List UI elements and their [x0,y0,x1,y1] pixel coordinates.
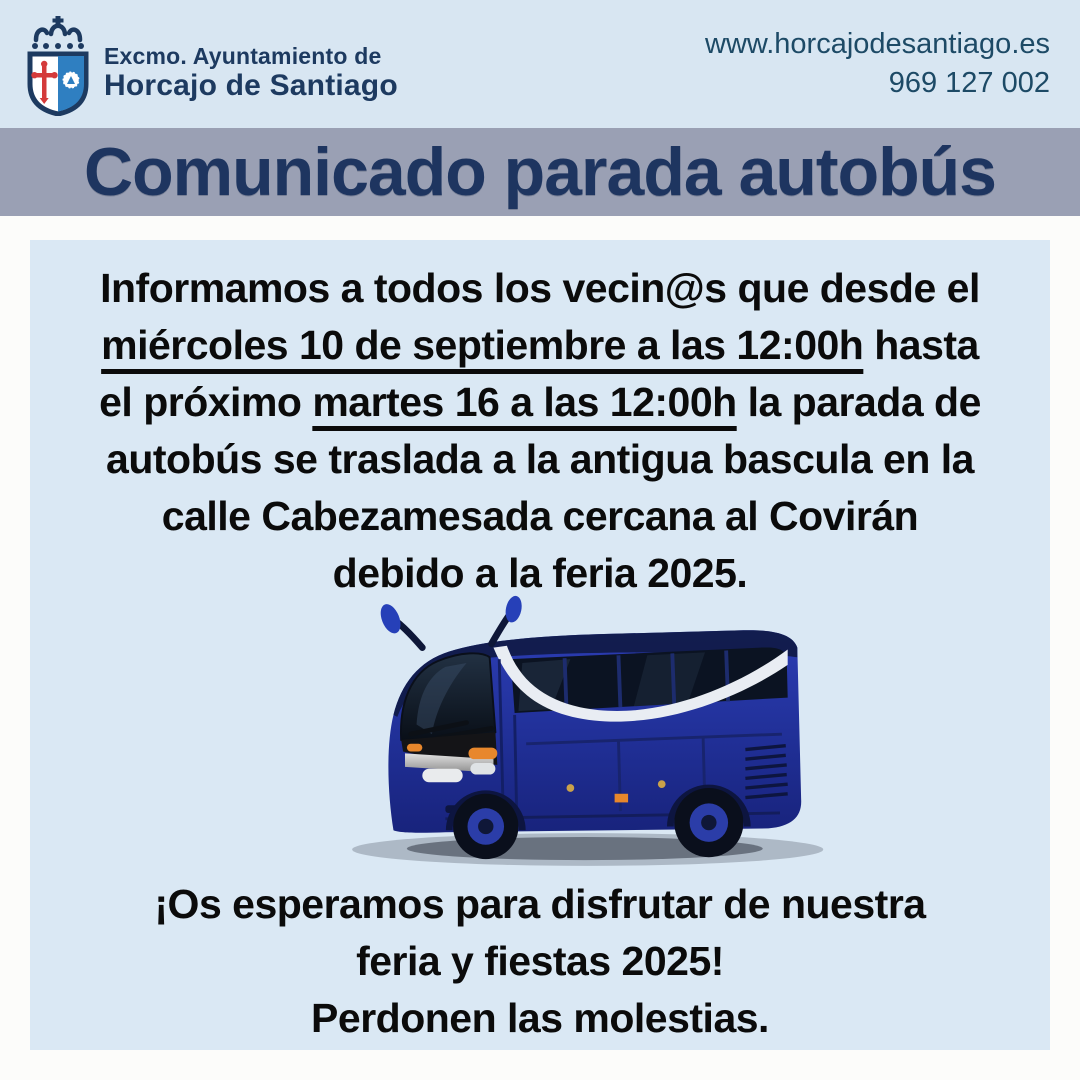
announcement-line-4-text: autobús se traslada a la antigua bascula en la [106,436,974,482]
announcement-line-3-pre: el próximo [99,379,313,425]
header [0,0,1080,128]
end-date-underlined: martes 16 a las 12:00h [312,379,737,425]
announcement-line-2-rest: hasta [863,322,979,368]
start-date-underlined: miércoles 10 de septiembre a las 12:00h [101,322,864,368]
website-text: www.horcajodesantiago.es [705,28,1050,60]
phone-text: 969 127 002 [888,67,1050,99]
announcement-line-6-text: debido a la feria 2025. [332,550,748,596]
bus-illustration [330,588,830,876]
announcement-text [30,240,1050,602]
announcement-line-2 [30,317,1050,374]
title-banner [0,128,1080,216]
announcement-line-1-text: Informamos a todos los vecin@s que desde el [100,265,980,311]
closing-line-1: ¡Os esperamos para disfrutar de nuestra [154,881,926,927]
closing-text [30,876,1050,1047]
org-name-line2: Horcajo de Santiago [104,69,398,103]
closing-line-3: Perdonen las molestias. [311,995,769,1041]
announcement-line-5 [30,488,1050,545]
announcement-card [30,240,1050,1050]
announcement-line-3 [30,374,1050,431]
announcement-line-1 [30,260,1050,317]
announcement-line-4 [30,431,1050,488]
org-name-line1: Excmo. Ayuntamiento de [104,43,382,69]
announcement-line-5-text: calle Cabezamesada cercana al Covirán [161,493,919,539]
page-title: Comunicado parada autobús [84,134,996,210]
town-crest-icon [22,14,94,116]
org-name [104,44,398,102]
closing-line-2: feria y fiestas 2025! [356,938,724,984]
contact-info [705,28,1050,100]
announcement-line-3-rest: la parada de [736,379,981,425]
